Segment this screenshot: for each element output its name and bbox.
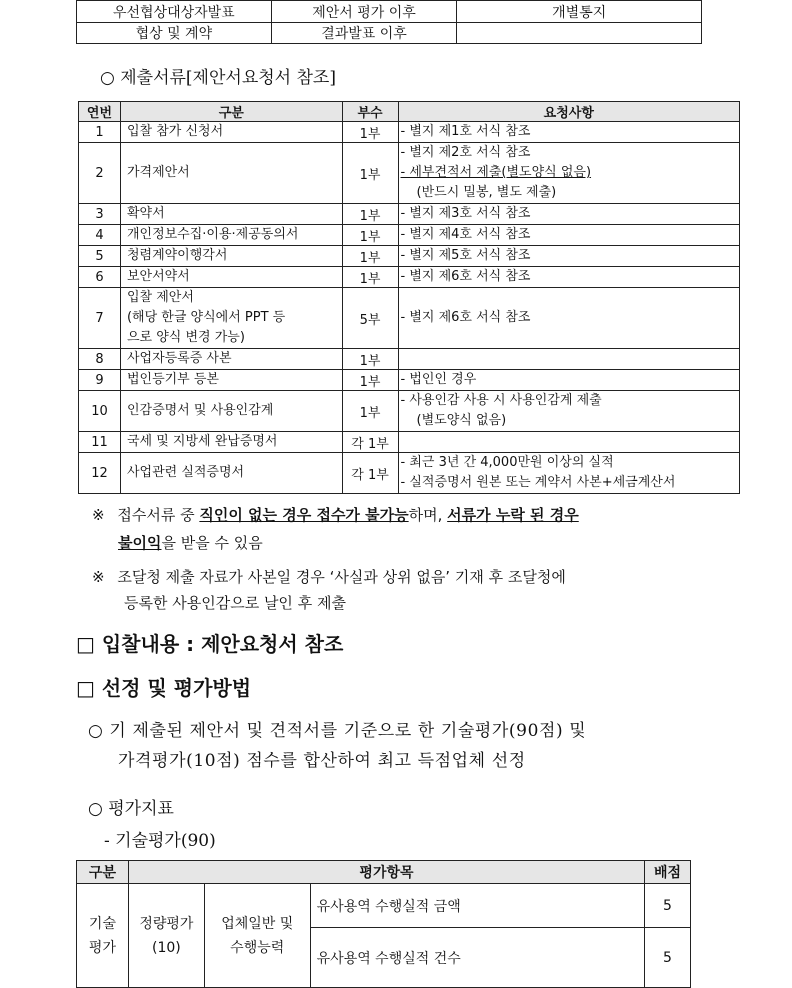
eval-category-line: 평가	[88, 939, 116, 956]
header-count: 부수	[342, 102, 398, 122]
row-number: 7	[79, 288, 121, 349]
row-category	[120, 391, 342, 432]
eval-header-item: 평가항목	[128, 861, 644, 884]
category-line: 청렴계약이행각서	[126, 248, 228, 263]
row-category	[120, 432, 342, 453]
eval-item-cell: 유사용역 수행실적 금액	[310, 884, 644, 928]
row-count: 1부	[342, 246, 398, 267]
row-count: 각 1부	[342, 432, 398, 453]
request-line: - 별지 제6호 서식 참조	[400, 269, 531, 284]
eval-score-cell: 5	[645, 928, 691, 988]
row-request	[398, 204, 739, 225]
request-line: - 별지 제2호 서식 참조	[400, 145, 531, 160]
request-line: - 별지 제3호 서식 참조	[400, 206, 531, 221]
note-2-cont: 등록한 사용인감으로 날인 후 제출	[124, 594, 346, 612]
eval-type-line: (10)	[152, 939, 181, 956]
category-line: 법인등기부 등본	[126, 372, 219, 387]
row-number: 6	[79, 267, 121, 288]
schedule-cell: 제안서 평가 이후	[271, 1, 457, 23]
note-2	[92, 566, 566, 587]
table-row	[79, 204, 740, 225]
request-line: - 법인인 경우	[400, 372, 477, 387]
row-count: 1부	[342, 225, 398, 246]
docs-heading: ○ 제출서류[제안서요청서 참조]	[100, 68, 336, 88]
note-bold: 직인이 없는 경우 접수가 불가능	[199, 506, 409, 524]
eval-group-line: 업체일반 및	[221, 915, 294, 932]
request-line: - 별지 제1호 서식 참조	[400, 124, 531, 139]
request-line: - 사용인감 사용 시 사용인감계 제출	[400, 393, 602, 408]
row-category	[120, 267, 342, 288]
eval-header-category: 구분	[77, 861, 129, 884]
schedule-cell: 개별통지	[457, 1, 702, 23]
row-count: 1부	[342, 349, 398, 370]
row-number: 11	[79, 432, 121, 453]
schedule-cell: 결과발표 이후	[271, 23, 457, 44]
row-count: 1부	[342, 267, 398, 288]
row-number: 12	[79, 453, 121, 494]
row-number: 1	[79, 122, 121, 143]
eval-group-cell	[204, 884, 310, 988]
row-number: 9	[79, 370, 121, 391]
header-no: 연번	[79, 102, 121, 122]
note-1	[92, 504, 579, 525]
category-line: 보안서약서	[126, 269, 190, 284]
row-request	[398, 225, 739, 246]
indicator-heading: ○ 평가지표	[88, 799, 174, 819]
request-line: - 별지 제5호 서식 참조	[400, 248, 531, 263]
row-category	[120, 288, 342, 349]
row-count: 1부	[342, 370, 398, 391]
section-selection-method: □ 선정 및 평가방법	[76, 676, 252, 700]
row-number: 2	[79, 143, 121, 204]
note-text: 하며,	[408, 506, 448, 524]
row-count: 5부	[342, 288, 398, 349]
row-request	[398, 370, 739, 391]
row-count: 1부	[342, 143, 398, 204]
header-category: 구분	[120, 102, 342, 122]
row-count: 1부	[342, 122, 398, 143]
table-row	[79, 391, 740, 432]
table-row	[79, 453, 740, 494]
row-request	[398, 453, 739, 494]
row-category	[120, 225, 342, 246]
method-line-2: 가격평가(10점) 점수를 합산하여 최고 득점업체 선정	[118, 751, 526, 771]
note-1-cont	[118, 532, 263, 553]
row-number: 3	[79, 204, 121, 225]
category-line: 입찰 제안서	[126, 290, 194, 305]
category-line: 으로 양식 변경 가능)	[126, 330, 245, 345]
request-line: (별도양식 없음)	[416, 413, 507, 428]
category-line: 개인정보수집·이용·제공동의서	[126, 227, 299, 242]
table-row	[79, 370, 740, 391]
table-row	[79, 246, 740, 267]
note-mark: ※	[92, 568, 105, 586]
tech-eval-heading: - 기술평가(90)	[104, 831, 216, 851]
table-row	[79, 288, 740, 349]
table-row	[79, 267, 740, 288]
note-mark: ※	[92, 506, 105, 524]
row-request	[398, 288, 739, 349]
table-row	[79, 349, 740, 370]
request-line: - 별지 제4호 서식 참조	[400, 227, 531, 242]
row-category	[120, 122, 342, 143]
row-request	[398, 246, 739, 267]
row-request	[398, 267, 739, 288]
row-request	[398, 122, 739, 143]
eval-type-line: 정량평가	[139, 915, 194, 932]
row-category	[120, 349, 342, 370]
category-line: 사업자등록증 사본	[126, 351, 232, 366]
note-bold: 서류가 누락 된 경우	[447, 506, 579, 524]
request-line: - 세부견적서 제출(별도양식 없음)	[400, 165, 592, 180]
schedule-cell: 협상 및 계약	[77, 23, 272, 44]
category-line: 인감증명서 및 사용인감계	[126, 403, 274, 418]
row-category	[120, 204, 342, 225]
category-line: 입찰 참가 신청서	[126, 124, 224, 139]
category-line: 가격제안서	[126, 165, 190, 180]
eval-group-line: 수행능력	[230, 939, 285, 956]
note-text: 접수서류 중	[117, 506, 200, 524]
category-line: 사업관련 실적증명서	[126, 465, 245, 480]
schedule-cell: 우선협상대상자발표	[77, 1, 272, 23]
row-count: 1부	[342, 204, 398, 225]
row-count: 각 1부	[342, 453, 398, 494]
category-line: 국세 및 지방세 완납증명서	[126, 434, 278, 449]
row-category	[120, 143, 342, 204]
eval-category-line: 기술	[88, 915, 116, 932]
row-number: 4	[79, 225, 121, 246]
row-number: 5	[79, 246, 121, 267]
eval-item-cell: 유사용역 수행실적 건수	[310, 928, 644, 988]
request-line: - 별지 제6호 서식 참조	[400, 310, 531, 325]
eval-table	[76, 860, 691, 988]
note-text: 조달청 제출 자료가 사본일 경우 ‘사실과 상위 없음’ 기재 후 조달청에	[117, 568, 566, 586]
row-number: 8	[79, 349, 121, 370]
row-request	[398, 143, 739, 204]
category-line: 확약서	[126, 206, 165, 221]
request-line: - 최근 3년 간 4,000만원 이상의 실적	[400, 455, 614, 470]
row-category	[120, 370, 342, 391]
table-row	[79, 122, 740, 143]
method-line-1: ○ 기 제출된 제안서 및 견적서를 기준으로 한 기술평가(90점) 및	[88, 721, 587, 741]
eval-category-cell	[77, 884, 129, 988]
eval-header-score: 배점	[645, 861, 691, 884]
section-bid-content: □ 입찰내용 : 제안요청서 참조	[76, 632, 344, 656]
request-line: - 실적증명서 원본 또는 계약서 사본+세금계산서	[400, 475, 676, 490]
row-number: 10	[79, 391, 121, 432]
schedule-cell	[457, 23, 702, 44]
note-text: 을 받을 수 있음	[161, 534, 263, 552]
row-category	[120, 453, 342, 494]
category-line: (해당 한글 양식에서 PPT 등	[126, 310, 286, 325]
table-row	[79, 432, 740, 453]
table-row	[79, 143, 740, 204]
note-bold: 불이익	[118, 534, 162, 552]
docs-table	[78, 101, 740, 494]
request-line: (반드시 밀봉, 별도 제출)	[416, 185, 557, 200]
row-request	[398, 432, 739, 453]
schedule-table	[76, 0, 702, 44]
header-request: 요청사항	[398, 102, 739, 122]
row-count: 1부	[342, 391, 398, 432]
eval-score-cell: 5	[645, 884, 691, 928]
eval-type-cell	[128, 884, 204, 988]
row-request	[398, 391, 739, 432]
row-request	[398, 349, 739, 370]
row-category	[120, 246, 342, 267]
table-row	[79, 225, 740, 246]
